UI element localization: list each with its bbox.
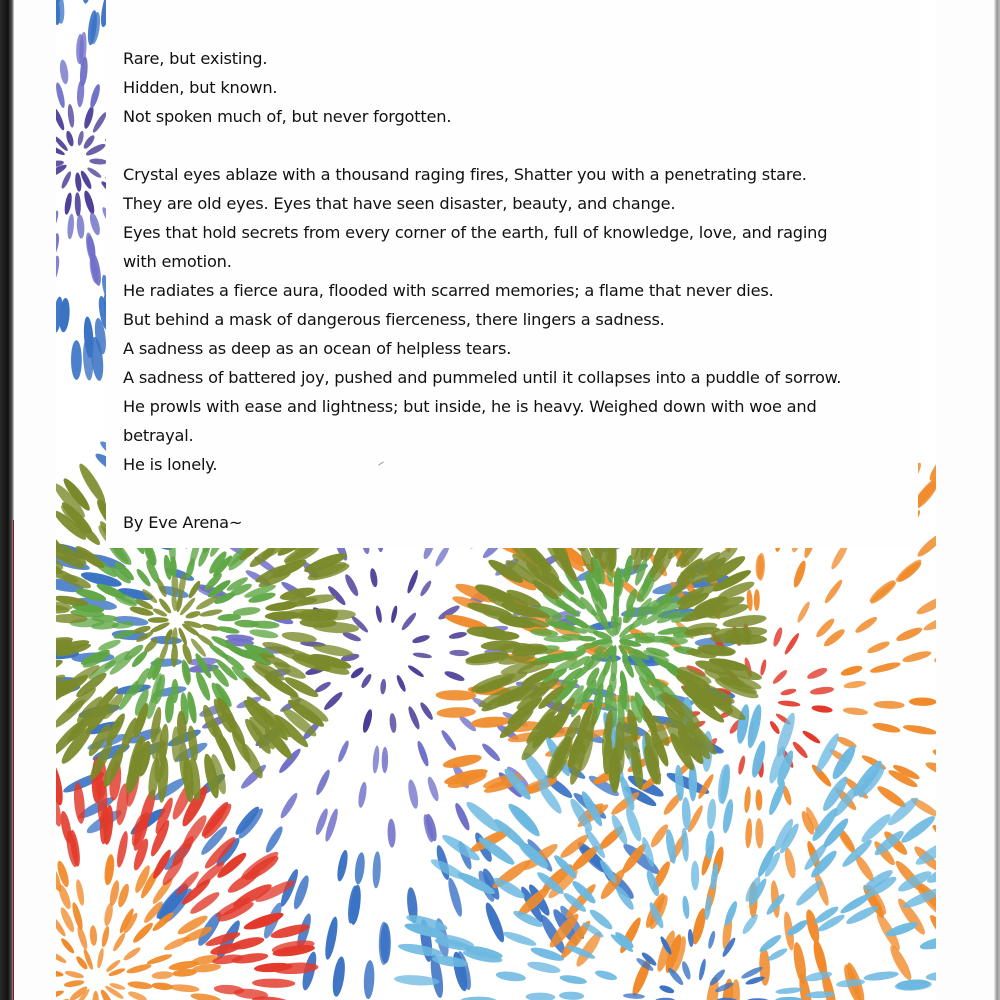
poem-line: with emotion.: [123, 252, 232, 271]
scanner-edge-left: [0, 0, 14, 1000]
poem-line: Crystal eyes ablaze with a thousand raging fires, Shatter you with a penetrating stare.: [123, 165, 807, 184]
poem-line: Rare, but existing.: [123, 49, 268, 68]
poem-body: [123, 44, 913, 537]
poem-line: Hidden, but known.: [123, 78, 278, 97]
stanza-gap: [123, 131, 913, 160]
poem-line: He prowls with ease and lightness; but inside, he is heavy. Weighed down with woe and: [123, 397, 817, 416]
poem-line: A sadness of battered joy, pushed and pummeled until it collapses into a puddle of sorrow.: [123, 368, 842, 387]
poem-line: He is lonely.: [123, 455, 218, 474]
author-byline: By Eve Arena~: [123, 513, 243, 532]
poem-line: Eyes that hold secrets from every corner of the earth, full of knowledge, love, and raging: [123, 223, 828, 242]
stanza-gap: [123, 479, 913, 508]
poem-line: A sadness as deep as an ocean of helpless tears.: [123, 339, 512, 358]
poem-line: betrayal.: [123, 426, 194, 445]
poem-line: He radiates a fierce aura, flooded with scarred memories; a flame that never dies.: [123, 281, 774, 300]
poem-line: But behind a mask of dangerous fierceness, there lingers a sadness.: [123, 310, 665, 329]
poem-line: Not spoken much of, but never forgotten.: [123, 107, 452, 126]
poem-line: They are old eyes. Eyes that have seen disaster, beauty, and change.: [123, 194, 676, 213]
scanner-edge-right: [994, 0, 1000, 1000]
